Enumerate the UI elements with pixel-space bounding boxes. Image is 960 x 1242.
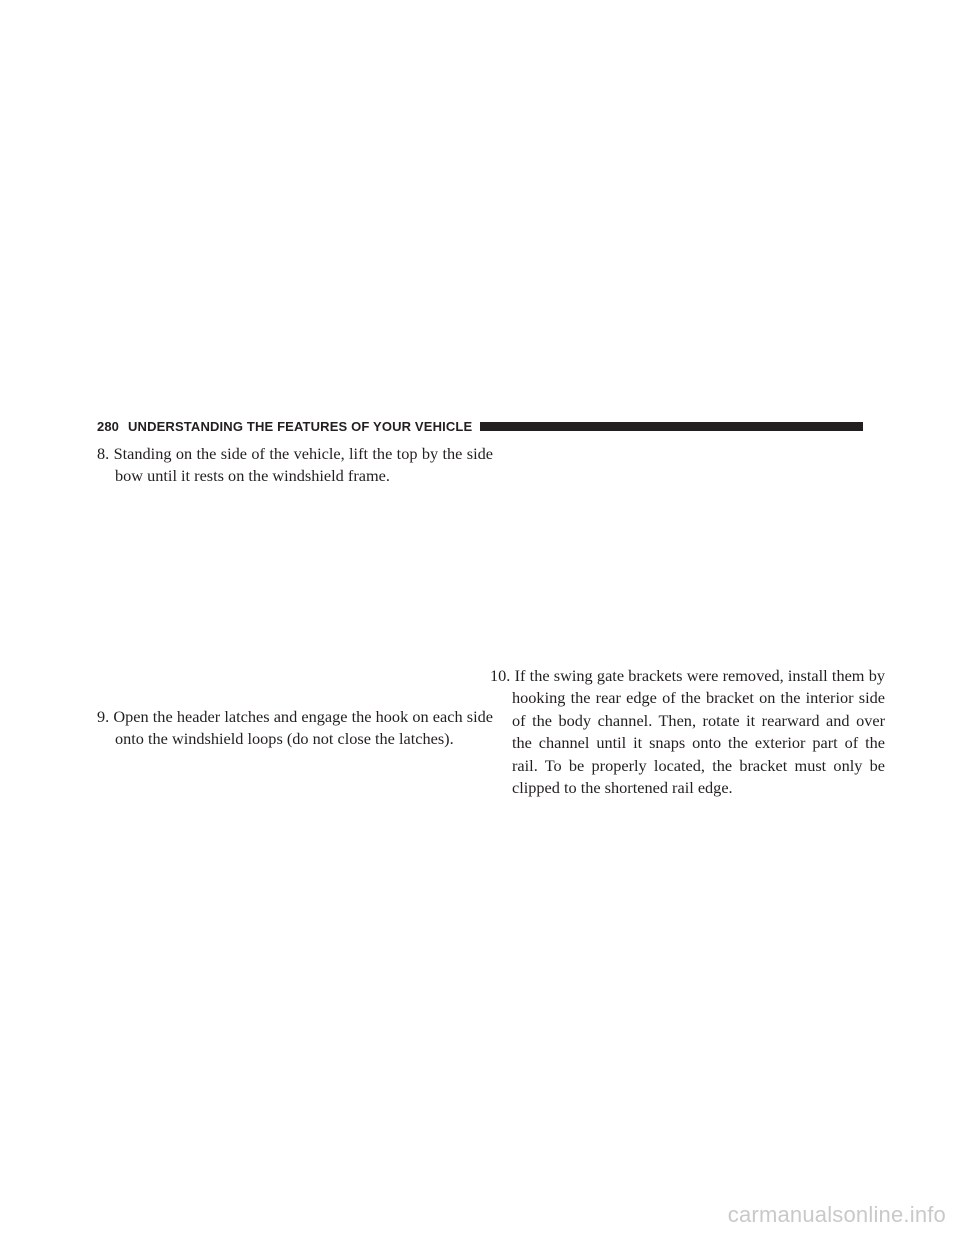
page-number: 280 bbox=[97, 418, 119, 434]
page-header bbox=[97, 416, 863, 436]
watermark: carmanualsonline.info bbox=[727, 1202, 946, 1227]
step-text: Standing on the side of the vehicle, lift the top by the side bow until it rests on the windshield frame. bbox=[113, 444, 493, 486]
step-10 bbox=[490, 665, 885, 799]
section-title: UNDERSTANDING THE FEATURES OF YOUR VEHICLE bbox=[128, 418, 473, 434]
step-8 bbox=[97, 443, 493, 488]
step-9 bbox=[97, 706, 493, 751]
header-rule bbox=[480, 422, 863, 431]
step-text: If the swing gate brackets were removed, install them by hooking the rear edge of the bracket on the interior side of the body channel. Then, rotate it rearward and over the channel until it snaps onto the exterior part of the rail. To be properly located, the bracket must only be clipped to the shortened rail edge. bbox=[512, 666, 885, 798]
step-text: Open the header latches and engage the hook on each side onto the windshield loops (do not close the latches). bbox=[113, 707, 493, 749]
step-number: 8. bbox=[97, 444, 110, 463]
step-number: 9. bbox=[97, 707, 110, 726]
step-number: 10. bbox=[490, 666, 511, 685]
